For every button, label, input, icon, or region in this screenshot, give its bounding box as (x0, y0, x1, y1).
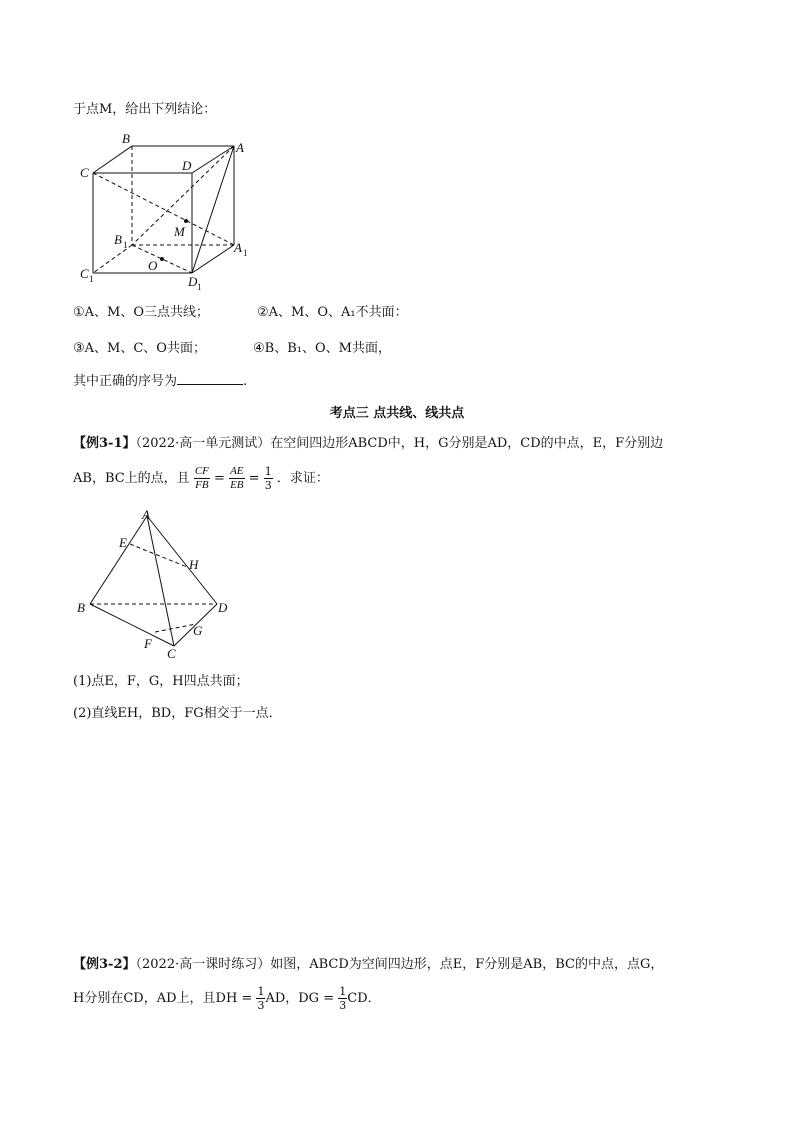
equals-1: = (214, 471, 225, 486)
label-d: D (182, 158, 192, 173)
tetrahedron-figure (72, 506, 242, 661)
section-heading: 考点三 点共线、线共点 (329, 406, 465, 421)
example32-source: （2022·高一课时练习） (135, 957, 271, 972)
label-c1-sub: 1 (89, 274, 94, 284)
fraction-one-third-ad: $\frac{1}{3}$ (257, 985, 265, 1012)
answer-blank[interactable] (177, 372, 243, 385)
fraction-cf-fb: $\frac{CF}{FB}$ (194, 465, 209, 491)
question-2: (2)直线EH，BD，FG相交于一点． (73, 706, 282, 721)
edge-da (192, 146, 234, 173)
answer-end: . (243, 374, 248, 389)
example31-text2b: ．求证： (276, 471, 329, 486)
label-b: B (77, 600, 85, 615)
example32-text2b: AD，DG = (265, 991, 335, 1006)
label-o: O (148, 258, 158, 273)
example32-tag: 【例3-2】 (73, 957, 136, 972)
intro-text: 于点M，给出下列结论： (73, 102, 217, 117)
label-g: G (193, 623, 203, 638)
edge-cb (93, 146, 132, 173)
example31-source: （2022·高一单元测试） (135, 436, 271, 451)
point-o (160, 257, 164, 261)
label-d1-sub: 1 (197, 282, 202, 292)
label-f: F (144, 636, 152, 651)
label-b: B (122, 131, 130, 146)
label-d: D (218, 600, 228, 615)
fraction-ae-eb: $\frac{AE}{EB}$ (230, 465, 244, 491)
question-1: (1)点E，F，G，H四点共面； (73, 674, 249, 689)
cube-figure (70, 128, 260, 292)
example31-text2a: AB，BC上的点，且 (73, 471, 190, 486)
example32-text2a: H分别在CD，AD上，且DH = (73, 991, 253, 1006)
answer-line (73, 372, 247, 392)
example31-line1 (73, 434, 663, 454)
edge-ac (147, 516, 174, 646)
label-a1-sub: 1 (243, 248, 248, 258)
label-a: A (236, 140, 244, 155)
fraction-one-third: $\frac{1}{3}$ (264, 465, 272, 492)
label-h: H (189, 557, 199, 572)
label-e: E (119, 535, 127, 550)
edge-ab (90, 516, 147, 604)
example32-line2 (73, 984, 381, 1014)
label-d1: D (188, 274, 198, 289)
label-a: A (142, 507, 150, 522)
option-3: ③A、M、C、O共面； (73, 341, 206, 356)
example31-tag: 【例3-1】 (73, 436, 136, 451)
option-4: ④B、B₁、O、M共面， (253, 341, 391, 356)
option-1: ①A、M、O三点共线； (73, 305, 210, 320)
label-m: M (174, 224, 185, 239)
point-m (184, 219, 188, 223)
label-c1: C (80, 266, 89, 281)
answer-prompt: 其中正确的序号为 (73, 374, 178, 389)
option-2: ②A、M、O、A₁不共面： (257, 305, 408, 320)
edge-ad (147, 516, 217, 604)
diag-ad1 (192, 146, 234, 273)
example32-line1 (73, 955, 663, 975)
label-b1: B (114, 232, 122, 247)
example31-line2 (73, 464, 329, 494)
example32-text2c: CD． (347, 991, 381, 1006)
label-a1: A (234, 240, 242, 255)
equals-2: = (248, 471, 260, 486)
edge-d1a1 (192, 245, 234, 273)
label-c: C (167, 646, 176, 661)
edge-bc (90, 604, 174, 646)
label-c: C (80, 165, 89, 180)
fraction-one-third-cd: $\frac{1}{3}$ (339, 985, 347, 1012)
example31-text1: 在空间四边形ABCD中，H，G分别是AD，CD的中点，E，F分别边 (270, 436, 664, 451)
example32-text1: 如图，ABCD为空间四边形，点E，F分别是AB，BC的中点，点G， (270, 957, 664, 972)
label-b1-sub: 1 (123, 240, 128, 250)
